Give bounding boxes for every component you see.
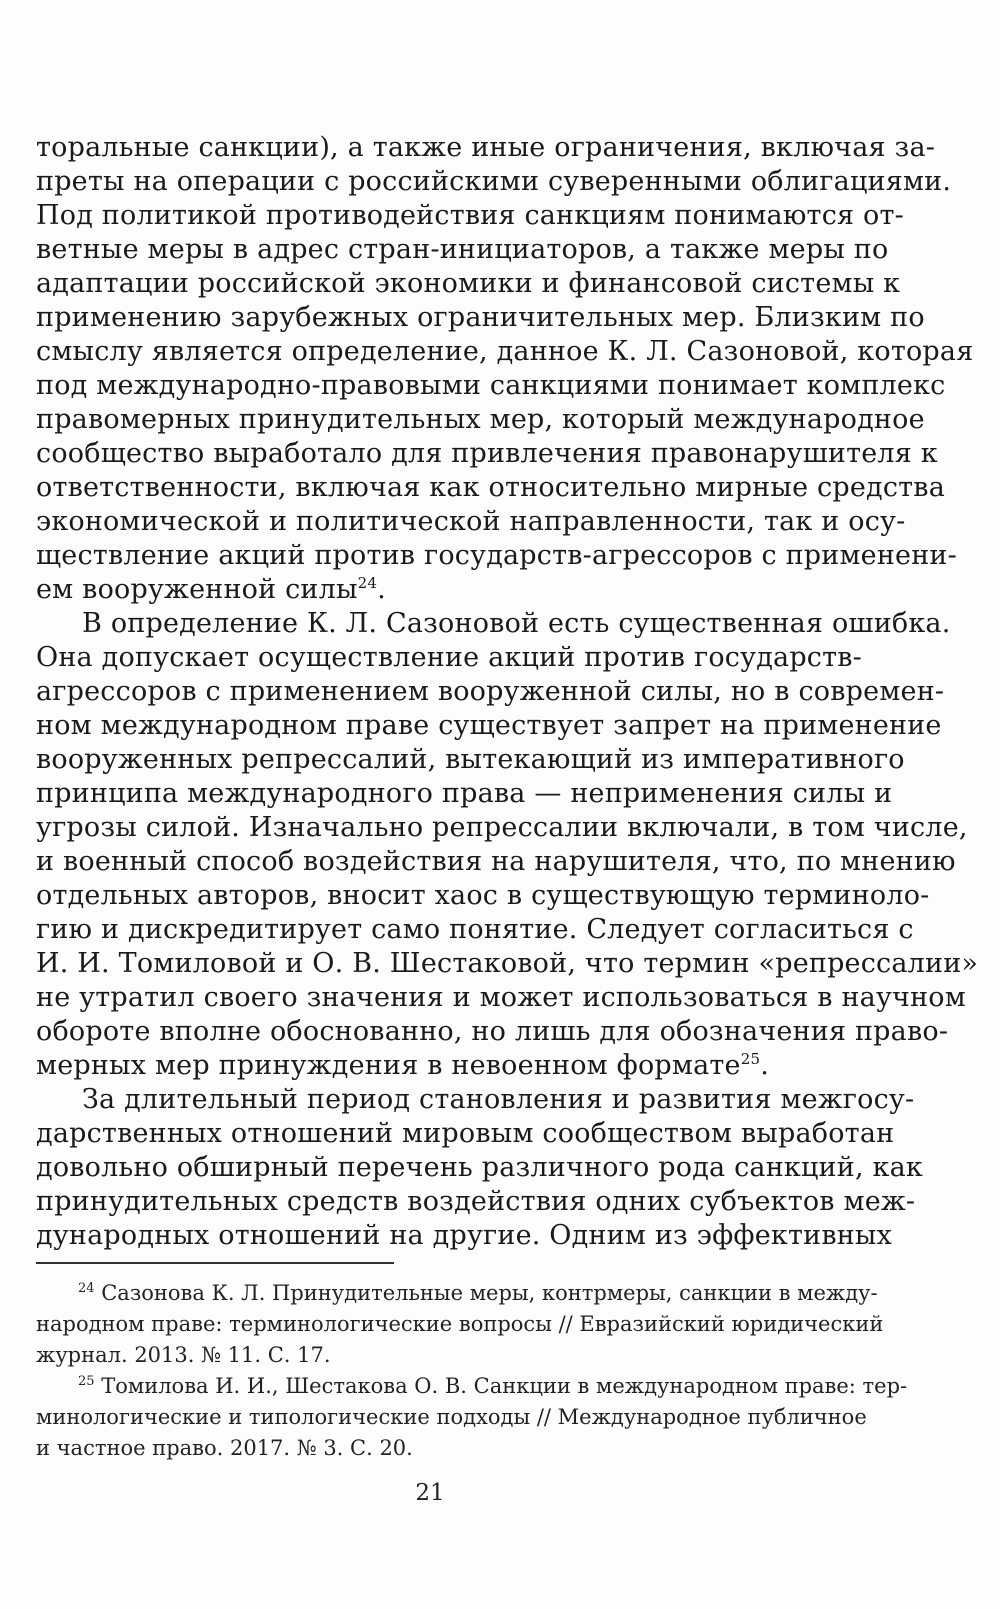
text-line: ществление акций против государств-агрессоров с применени-	[36, 540, 957, 571]
text-line: отдельных авторов, вносит хаос в существующую терминоло-	[36, 880, 930, 911]
text-line: экономической и политической направленности, так и осу-	[36, 506, 906, 537]
footnote-24	[78, 1278, 878, 1309]
text-line-with-ref	[36, 1049, 862, 1083]
page-number: 21	[415, 1480, 445, 1506]
text-fragment: мерных мер принуждения в невоенном формате	[36, 1050, 741, 1081]
footnote-text: Томилова И. И., Шестакова О. В. Санкции в международном праве: тер-	[101, 1374, 908, 1398]
text-line: смыслу является определение, данное К. Л. Сазоновой, которая	[36, 336, 974, 367]
text-line: адаптации российской экономики и финансовой системы к	[36, 268, 901, 299]
text-line: вооруженных репрессалий, вытекающий из императивного	[36, 744, 905, 775]
text-line: сообщество выработало для привлечения правонарушителя к	[36, 438, 938, 469]
text-line: применению зарубежных ограничительных мер. Близким по	[36, 302, 925, 333]
text-line: под международно-правовыми санкциями понимает комплекс	[36, 370, 946, 401]
text-line: и военный способ воздействия на нарушителя, что, по мнению	[36, 846, 956, 877]
text-line: принципа международного права — неприменения силы и	[36, 778, 893, 809]
text-line: дународных отношений на другие. Одним из эффективных	[36, 1220, 893, 1251]
text-fragment: .	[760, 1050, 770, 1081]
text-line: ветные меры в адрес стран-инициаторов, а также меры по	[36, 234, 889, 265]
paragraph-first-line: В определение К. Л. Сазоновой есть существенная ошибка.	[82, 608, 951, 639]
text-line: И. И. Томиловой и О. В. Шестаковой, что термин «репрессалии»	[36, 948, 979, 979]
text-line: ном международном праве существует запрет на применение	[36, 710, 942, 741]
text-line: довольно обширный перечень различного рода санкций, как	[36, 1152, 923, 1183]
text-fragment: ем вооруженной силы	[36, 574, 358, 605]
footnote-line: минологические и типологические подходы // Международное публичное	[36, 1405, 867, 1429]
text-line: ответственности, включая как относительно мирные средства	[36, 472, 945, 503]
text-line: дарственных отношений мировым сообществом выработан	[36, 1118, 895, 1149]
footnote-25	[78, 1371, 908, 1402]
text-line: правомерных принудительных мер, который международное	[36, 404, 925, 435]
footnote-ref-25[interactable]: 25	[740, 1050, 761, 1068]
text-line: не утратил своего значения и может использоваться в научном	[36, 982, 966, 1013]
footnote-separator	[36, 1262, 394, 1264]
footnote-ref-24[interactable]: 24	[357, 574, 378, 592]
text-line: угрозы силой. Изначально репрессалии включали, в том числе,	[36, 812, 968, 843]
paragraph-first-line: За длительный период становления и развития межгосу-	[82, 1084, 915, 1115]
text-line: принудительных средств воздействия одних субъектов меж-	[36, 1186, 916, 1217]
text-line: Она допускает осуществление акций против государств-	[36, 642, 862, 673]
text-line: торальные санкции), а также иные ограничения, включая за-	[36, 132, 936, 163]
text-line: обороте вполне обоснованно, но лишь для обозначения право-	[36, 1016, 949, 1047]
text-fragment: .	[377, 574, 386, 605]
text-line-with-ref	[36, 573, 862, 607]
footnote-marker-24: 24	[78, 1281, 95, 1296]
footnote-text: Сазонова К. Л. Принудительные меры, контрмеры, санкции в между-	[101, 1281, 878, 1305]
footnote-marker-25: 25	[78, 1374, 95, 1389]
text-line: гию и дискредитирует само понятие. Следует согласиться с	[36, 914, 914, 945]
footnote-line: и частное право. 2017. № 3. С. 20.	[36, 1436, 413, 1460]
text-line: Под политикой противодействия санкциям понимаются от-	[36, 200, 904, 231]
text-line: преты на операции с российскими суверенными облигациями.	[36, 166, 952, 197]
text-line: агрессоров с применением вооруженной силы, но в современ-	[36, 676, 945, 707]
footnote-line: народном праве: терминологические вопросы // Евразийский юридический	[36, 1312, 884, 1336]
footnote-line: журнал. 2013. № 11. С. 17.	[36, 1343, 331, 1367]
